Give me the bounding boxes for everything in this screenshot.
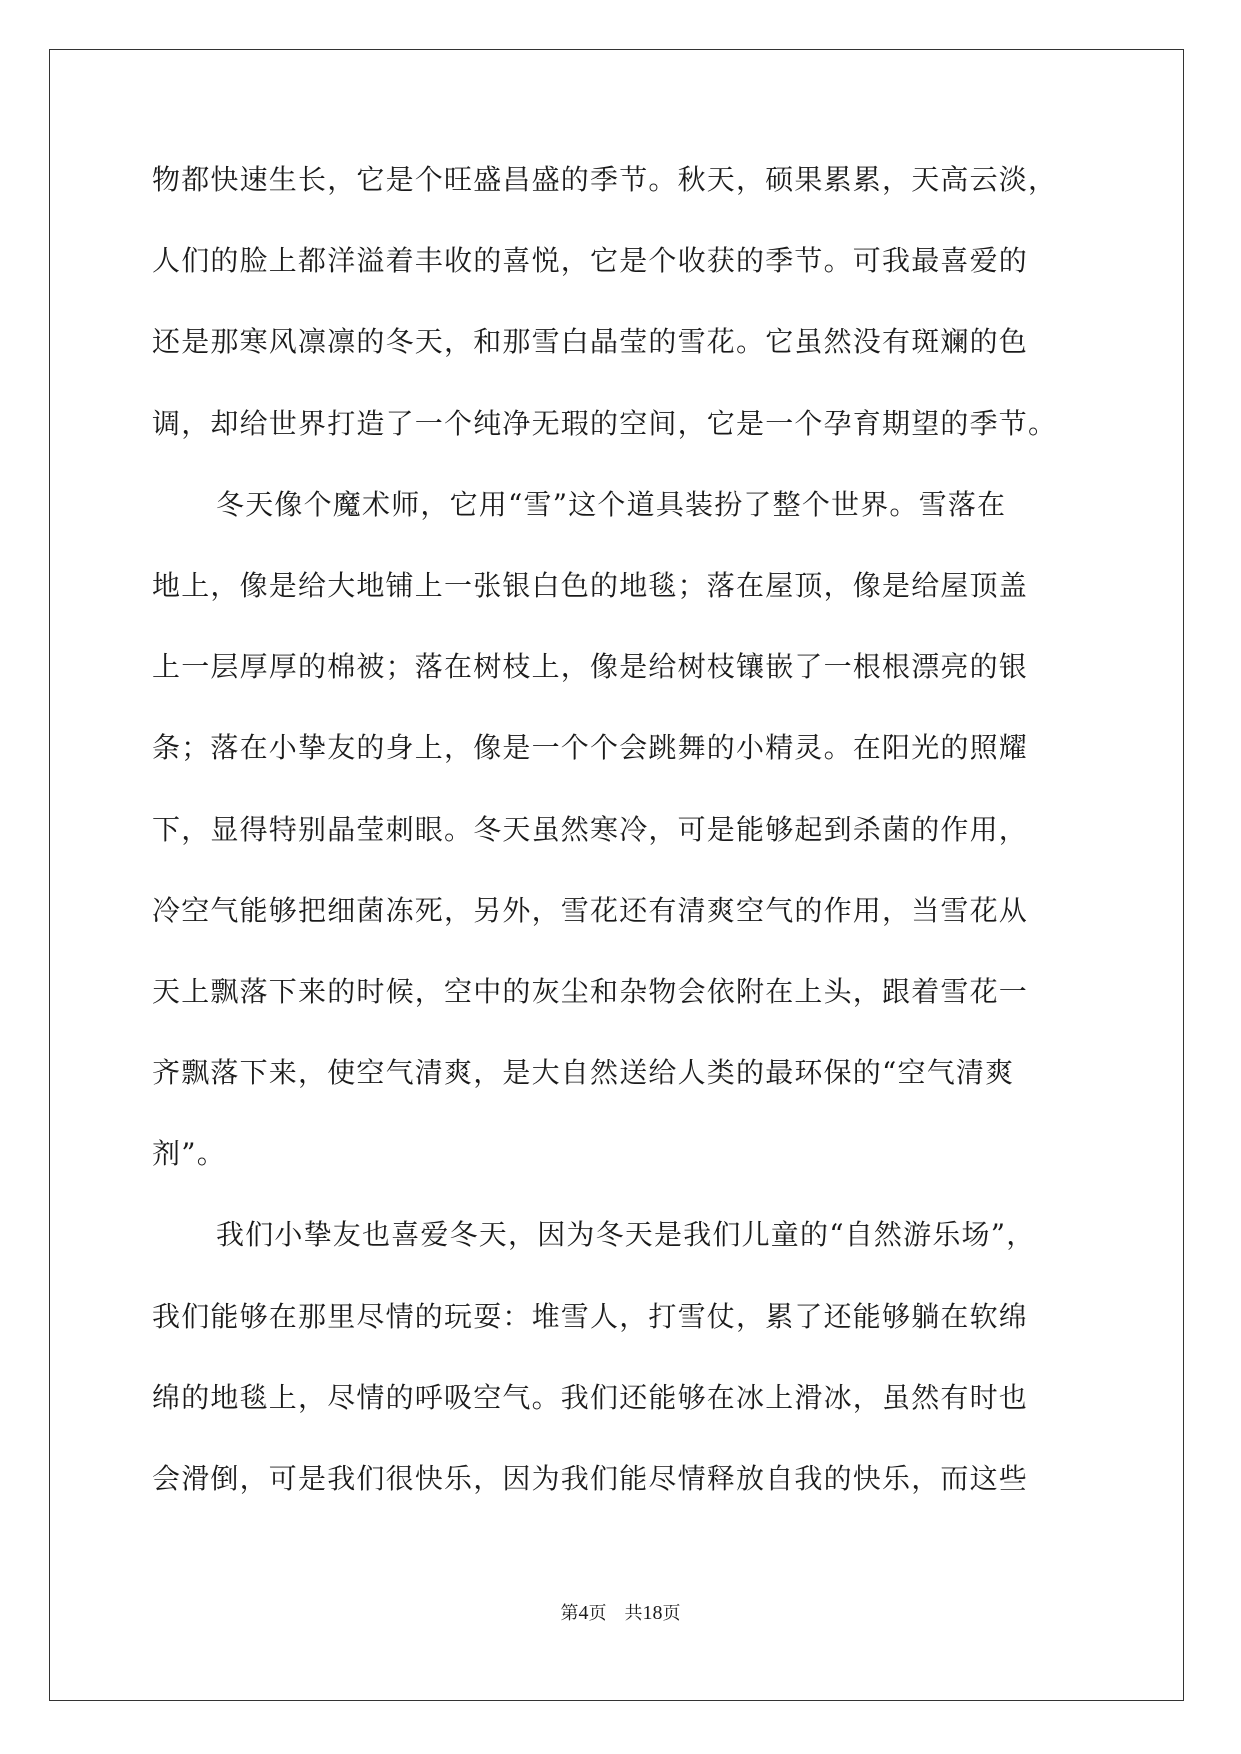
text-line: 还是那寒风凛凛的冬天，和那雪白晶莹的雪花。它虽然没有斑斓的色 [152, 325, 1029, 359]
page-footer [0, 1601, 1241, 1626]
text-line: 我们能够在那里尽情的玩耍：堆雪人，打雪仗，累了还能够躺在软绵 [152, 1299, 1029, 1333]
total-pages: 18 [642, 1602, 663, 1624]
paragraph-start-line: 冬天像个魔术师，它用“雪”这个道具装扮了整个世界。雪落在 [216, 487, 1007, 521]
page-prefix: 第 [560, 1603, 579, 1624]
text-line: 会滑倒，可是我们很快乐，因为我们能尽情释放自我的快乐，而这些 [152, 1462, 1029, 1495]
paragraph-start-line: 我们小挚友也喜爱冬天，因为冬天是我们儿童的“自然游乐场”， [216, 1218, 1036, 1252]
text-line: 上一层厚厚的棉被；落在树枝上，像是给树枝镶嵌了一根根漂亮的银 [152, 650, 1029, 684]
text-line: 物都快速生长，它是个旺盛昌盛的季节。秋天，硕果累累，天高云淡， [152, 163, 1058, 196]
page-suffix: 页 [588, 1603, 607, 1624]
text-line: 人们的脸上都洋溢着丰收的喜悦，它是个收获的季节。可我最喜爱的 [152, 244, 1029, 278]
document-body [152, 160, 1092, 1540]
text-line: 下，显得特别晶莹刺眼。冬天虽然寒冷，可是能够起到杀菌的作用， [152, 812, 1029, 846]
total-suffix: 页 [662, 1603, 681, 1624]
text-line: 条；落在小挚友的身上，像是一个个会跳舞的小精灵。在阳光的照耀 [152, 731, 1029, 765]
total-prefix: 共 [624, 1603, 643, 1624]
text-line: 地上，像是给大地铺上一张银白色的地毯；落在屋顶，像是给屋顶盖 [152, 568, 1029, 602]
text-line: 冷空气能够把细菌冻死，另外，雪花还有清爽空气的作用，当雪花从 [152, 893, 1029, 927]
text-line: 剂”。 [152, 1137, 226, 1171]
text-line: 绵的地毯上，尽情的呼吸空气。我们还能够在冰上滑冰，虽然有时也 [152, 1380, 1029, 1414]
page-number: 4 [578, 1602, 589, 1624]
text-line: 齐飘落下来，使空气清爽，是大自然送给人类的最环保的“空气清爽 [152, 1056, 1015, 1090]
text-line: 调，却给世界打造了一个纯净无瑕的空间，它是一个孕育期望的季节。 [152, 406, 1058, 440]
text-line: 天上飘落下来的时候，空中的灰尘和杂物会依附在上头，跟着雪花一 [152, 974, 1029, 1008]
